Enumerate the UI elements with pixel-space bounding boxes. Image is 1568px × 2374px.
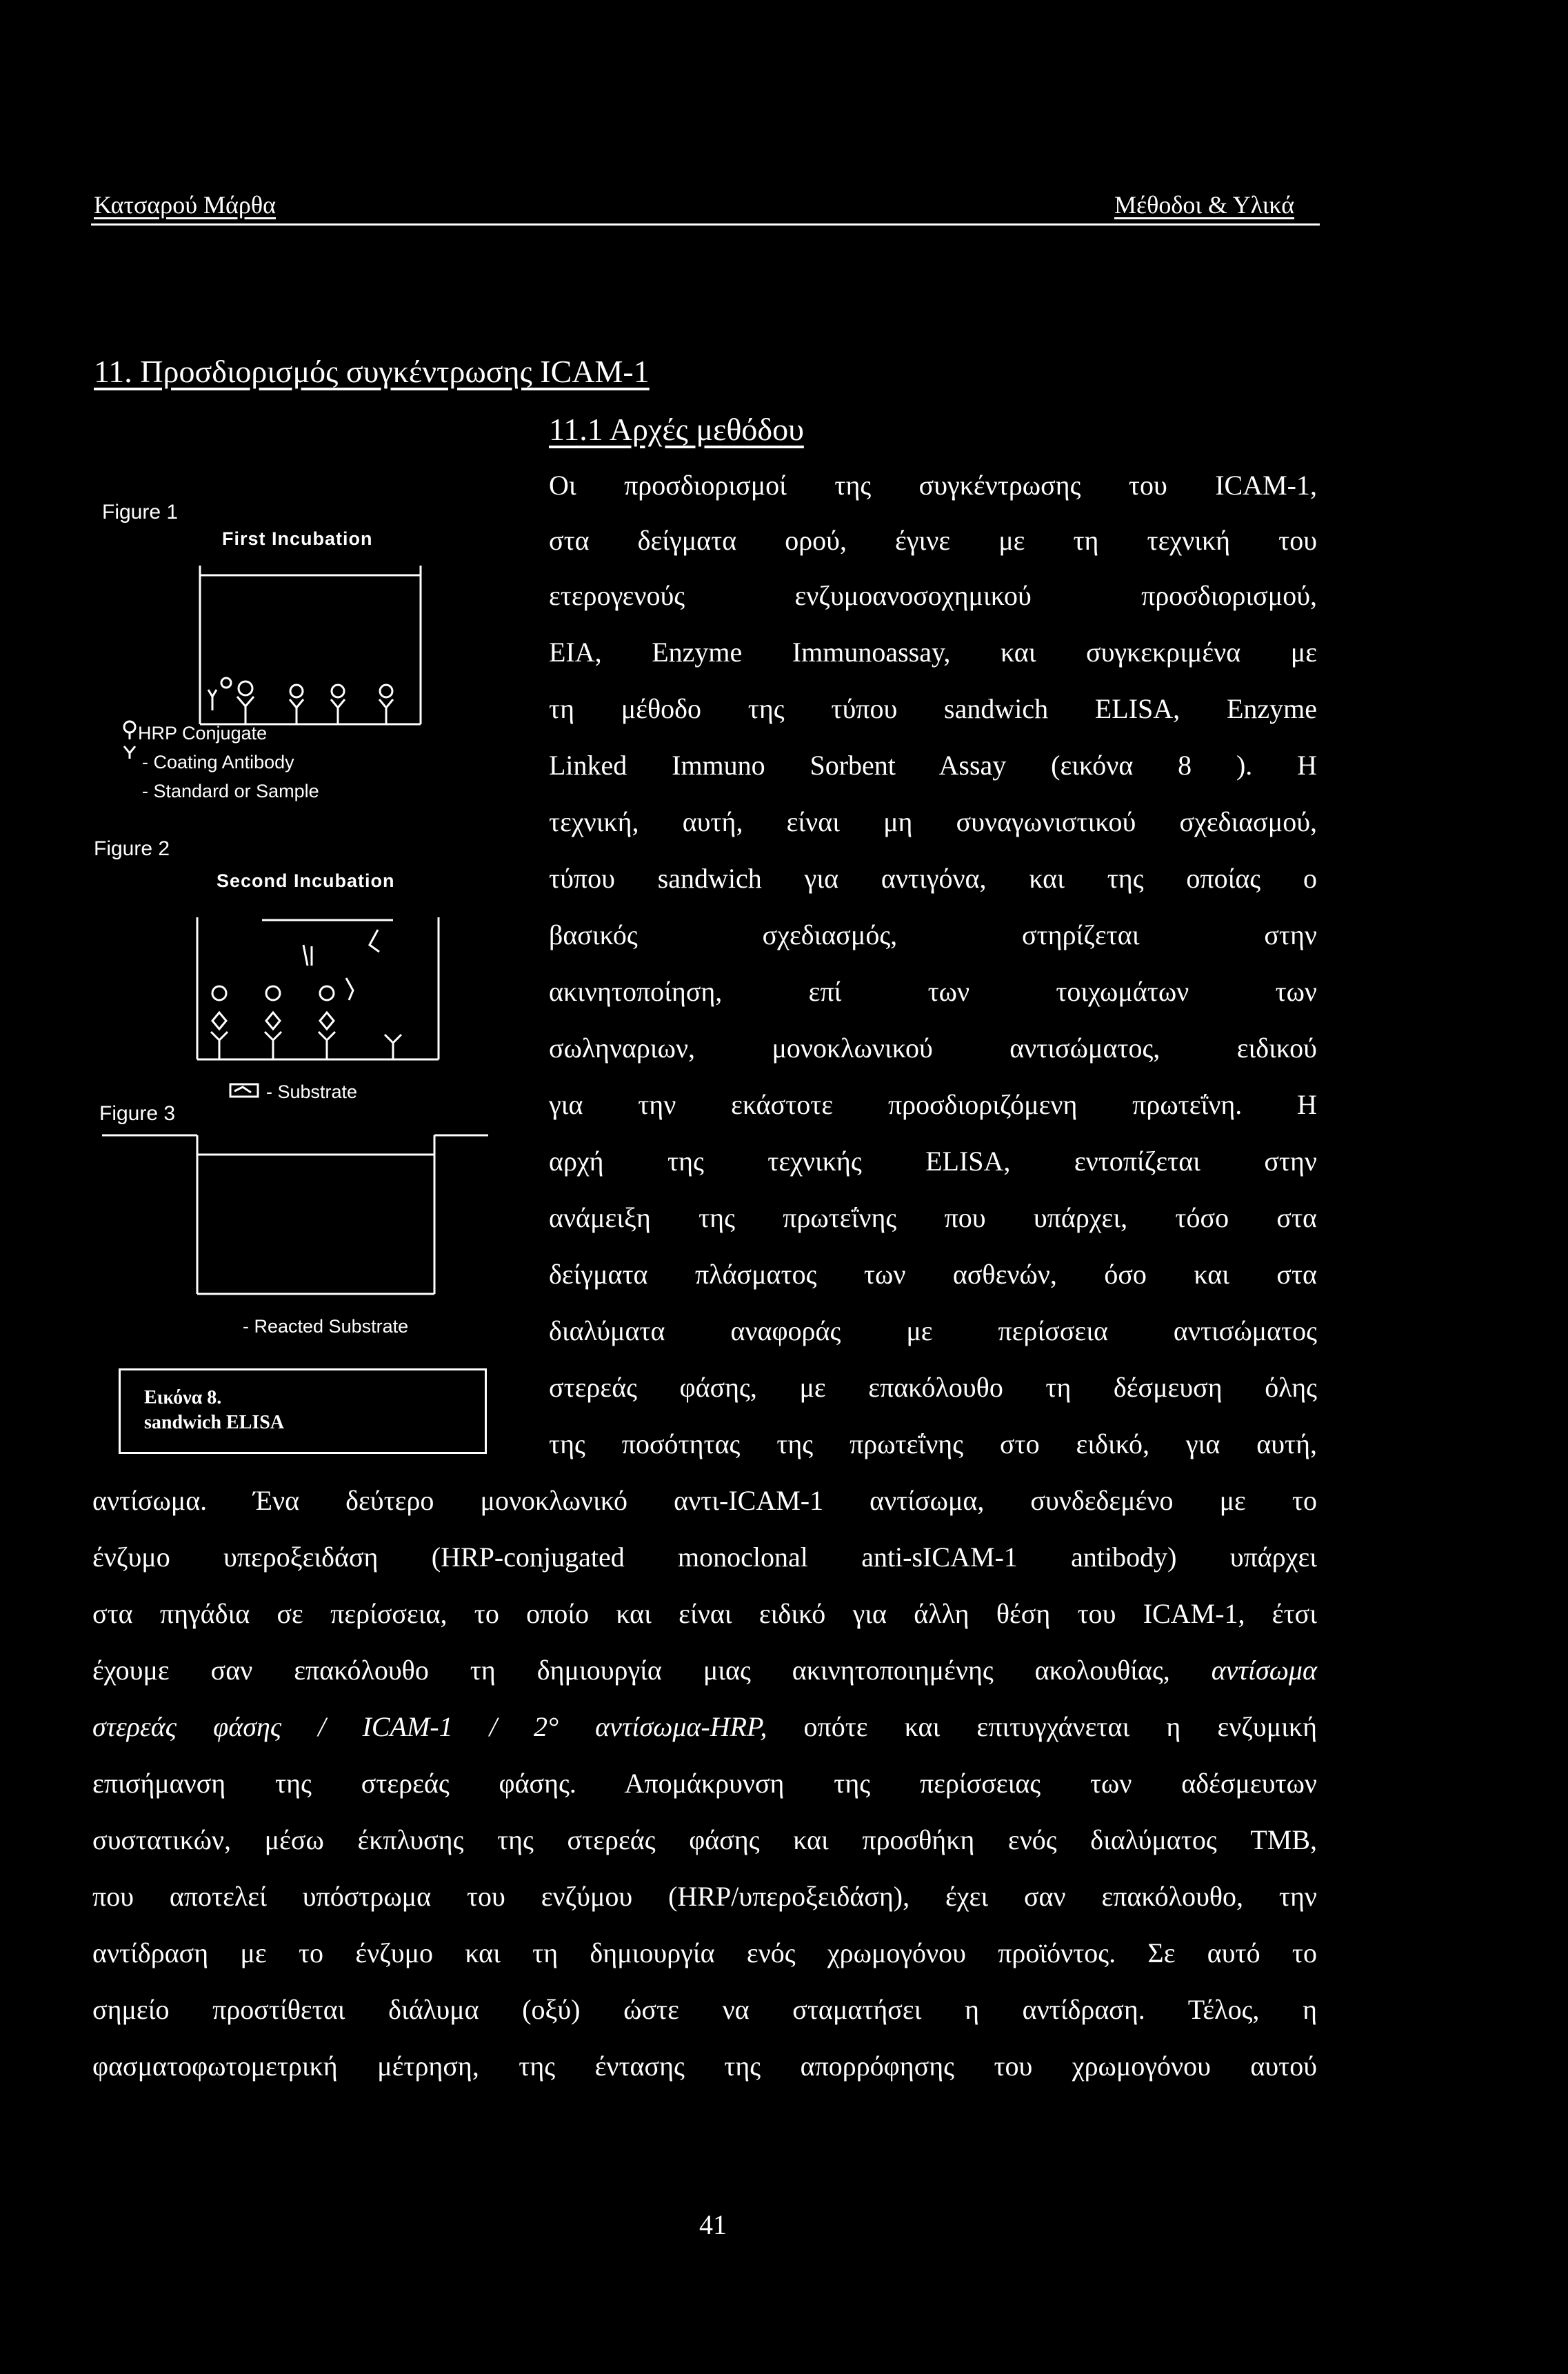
legend-standard: - Standard or Sample — [142, 781, 319, 801]
text-line: στα δείγματα ορού, έγινε με τη τεχνική του — [549, 525, 1317, 556]
text-line: τεχνική, αυτή, είναι μη συναγωνιστικού σχεδιασμού, — [549, 806, 1317, 837]
figure2-label: Figure 2 — [94, 837, 170, 860]
text-line: αρχή της τεχνικής ELISA, εντοπίζεται στην — [549, 1146, 1317, 1177]
text-line — [92, 1710, 1317, 1744]
section-title: 11. Προσδιορισμός συγκέντρωσης ICAM-1 — [94, 354, 650, 389]
text-line: EIA, Enzyme Immunoassay, και συγκεκριμένα με — [549, 637, 1317, 668]
figure1-label: Figure 1 — [102, 501, 179, 523]
text-line: στα πηγάδια σε περίσσεια, το οποίο και είναι ειδικό για άλλη θέση του ICAM-1, έτσι — [92, 1598, 1317, 1629]
text-line: βασικός σχεδιασμός, στηρίζεται στην — [549, 919, 1317, 950]
text-line: αντίδραση με το ένζυμο και τη δημιουργία ενός χρωμογόνου προϊόντος. Σε αυτό το — [92, 1937, 1317, 1968]
figure2-title: Second Incubation — [217, 870, 395, 891]
text-line: που αποτελεί υπόστρωμα του ενζύμου (HRP/υπεροξειδάση), έχει σαν επακόλουθο, την — [92, 1881, 1317, 1912]
caption-line: Εικόνα 8. — [144, 1387, 222, 1408]
header-rule — [91, 223, 1320, 226]
text-line: ακινητοποίηση, επί των τοιχωμάτων των — [549, 976, 1317, 1007]
text-line: Οι προσδιορισμοί της συγκέντρωσης του ICAM-1, — [549, 470, 1317, 501]
figure3-label: Figure 3 — [99, 1102, 176, 1125]
text-span: έχουμε σαν επακόλουθο τη δημιουργία μιας ακινητοποιημένης ακολουθίας, — [92, 1655, 1170, 1686]
text-line: επισήμανση της στερεάς φάσης. Απομάκρυνση της περίσσειας των αδέσμευτων — [92, 1768, 1317, 1799]
figure1-title: First Incubation — [222, 528, 373, 549]
text-line: τη μέθοδο της τύπου sandwich ELISA, Enzyme — [549, 693, 1317, 724]
text-span: οπότε και επιτυγχάνεται η ενζυμική — [803, 1711, 1318, 1742]
text-line: στερεάς φάσης, με επακόλουθο τη δέσμευση όλης — [549, 1372, 1317, 1403]
text-line: ένζυμο υπεροξειδάση (HRP-conjugated monoclonal anti-sICAM-1 antibody) υπάρχει — [92, 1542, 1317, 1573]
figure-caption-box — [119, 1368, 487, 1454]
substrate-label: - Substrate — [266, 1081, 358, 1102]
text-line: ανάμειξη της πρωτεΐνης που υπάρχει, τόσο στα — [549, 1202, 1317, 1233]
header-chapter: Μέθοδοι & Υλικά — [1114, 191, 1295, 219]
text-line: συστατικών, μέσω έκπλυσης της στερεάς φάσης και προσθήκη ενός διαλύματος TMB, — [92, 1824, 1317, 1855]
figure-caption — [144, 1386, 284, 1435]
text-line — [92, 1654, 1317, 1687]
legend-hrp: HRP Conjugate — [138, 723, 268, 744]
legend-coating: - Coating Antibody — [142, 752, 294, 772]
text-line: δείγματα πλάσματος των ασθενών, όσο και στα — [549, 1259, 1317, 1290]
italic-span: στερεάς φάσης / ICAM-1 / 2° αντίσωμα-HRP, — [92, 1711, 767, 1742]
text-line: Linked Immuno Sorbent Assay (εικόνα 8 ). Η — [549, 750, 1317, 781]
subsection-title: 11.1 Αρχές μεθόδου — [549, 412, 804, 447]
text-line: διαλύματα αναφοράς με περίσσεια αντισώματος — [549, 1315, 1317, 1346]
text-line: τύπου sandwich για αντιγόνα, και της οποίας ο — [549, 863, 1317, 894]
caption-line: sandwich ELISA — [144, 1412, 285, 1433]
text-line: για την εκάστοτε προσδιοριζόμενη πρωτεΐνη. Η — [549, 1089, 1317, 1120]
figure3-well-icon — [102, 1131, 495, 1304]
text-line: σημείο προστίθεται διάλυμα (οξύ) ώστε να σταματήσει η αντίδραση. Τέλος, η — [92, 1994, 1317, 2025]
figure2-well-icon — [193, 897, 455, 1062]
text-line: της ποσότητας της πρωτεΐνης στο ειδικό, για αυτή, — [549, 1428, 1317, 1459]
substrate-icon — [228, 1080, 262, 1101]
page-number: 41 — [699, 2209, 727, 2240]
reacted-substrate-label: - Reacted Substrate — [243, 1316, 409, 1337]
text-line: φασματοφωτομετρική μέτρηση, της έντασης της απορρόφησης του χρωμογόνου αυτού — [92, 2051, 1317, 2082]
text-line: ετερογενούς ενζυμοανοσοχημικού προσδιορισμού, — [549, 580, 1317, 611]
italic-span: αντίσωμα — [1211, 1655, 1318, 1686]
text-line: σωληναριων, μονοκλωνικού αντισώματος, ειδικού — [549, 1033, 1317, 1064]
text-line: αντίσωμα. Ένα δεύτερο μονοκλωνικό αντι-ICAM-1 αντίσωμα, συνδεδεμένο με το — [92, 1485, 1317, 1516]
header-author: Κατσαρού Μάρθα — [94, 191, 276, 219]
